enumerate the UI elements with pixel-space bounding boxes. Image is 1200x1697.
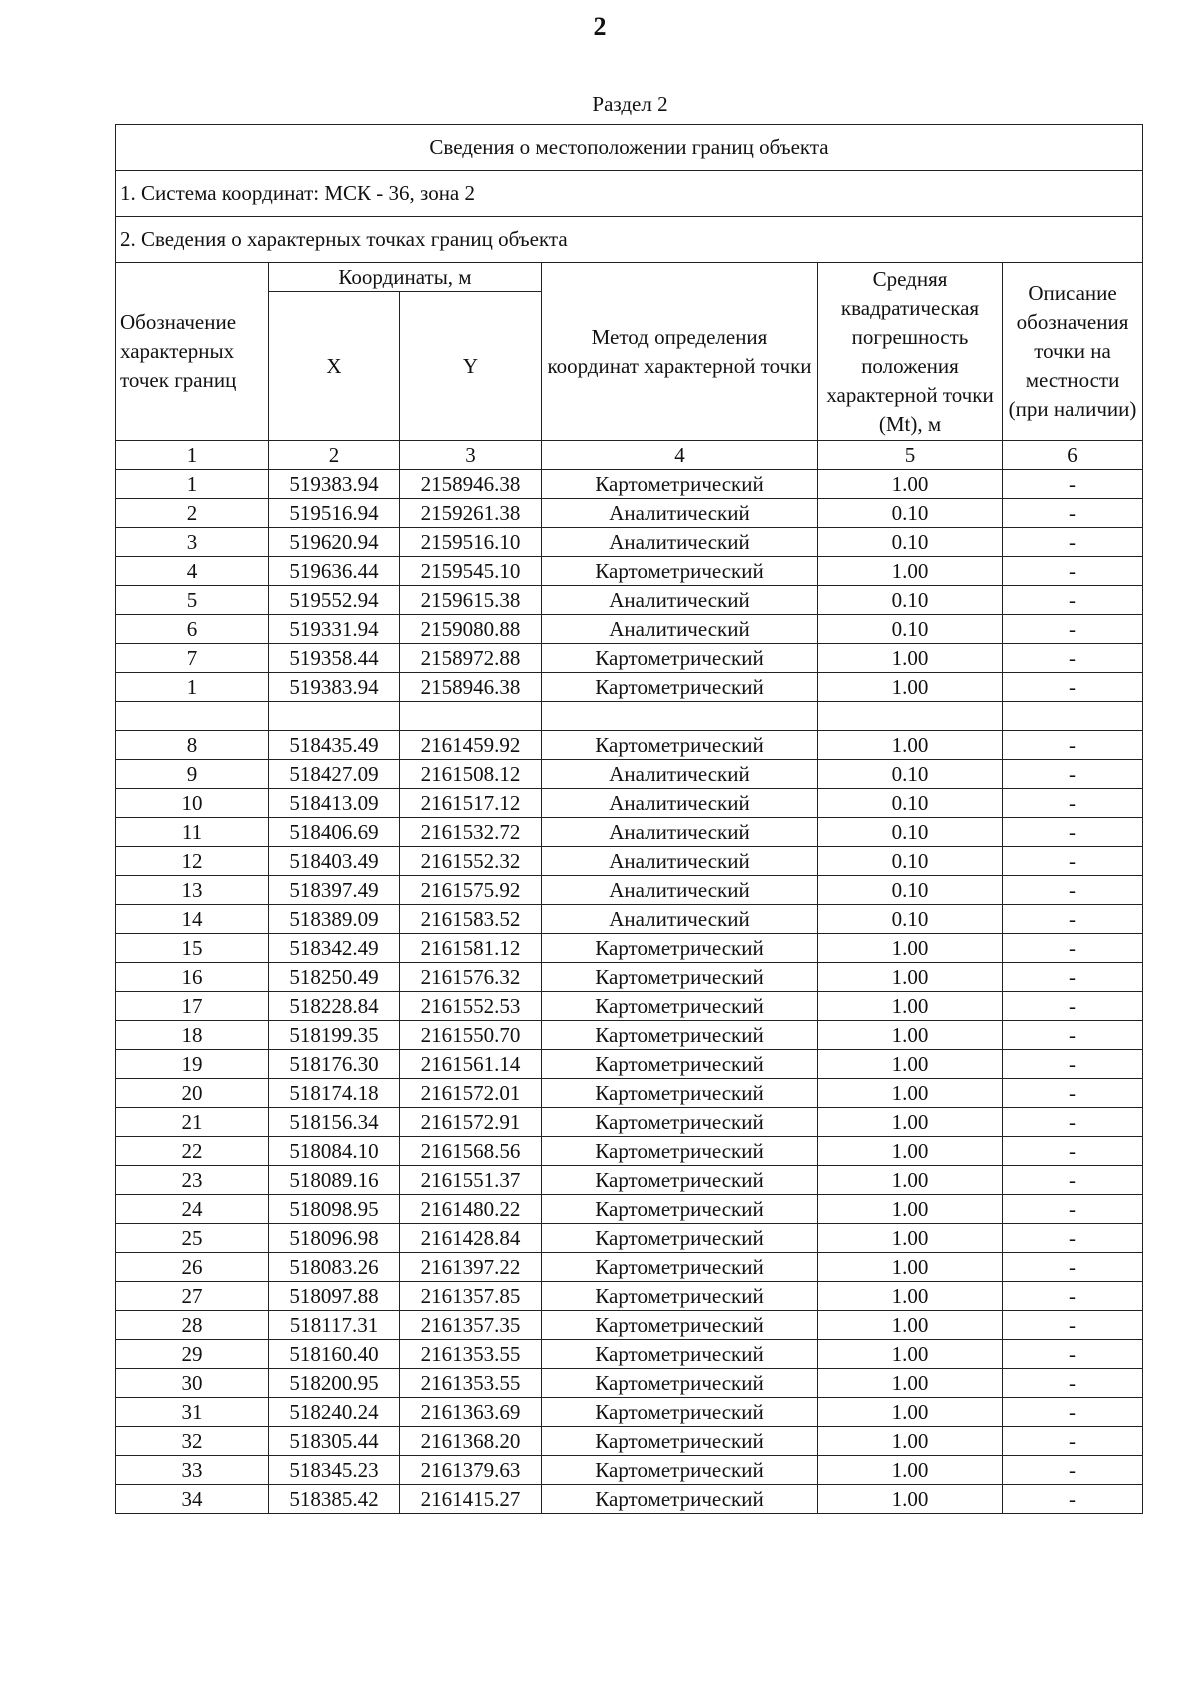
- method-cell: Картометрический: [542, 1369, 818, 1398]
- table-row: [116, 557, 1143, 586]
- point-number-cell: 12: [116, 847, 269, 876]
- x-coordinate-cell: 518435.49: [269, 731, 400, 760]
- accuracy-cell: 0.10: [818, 847, 1003, 876]
- x-coordinate-cell: 518174.18: [269, 1079, 400, 1108]
- x-coordinate-cell: 518397.49: [269, 876, 400, 905]
- table-row: [116, 615, 1143, 644]
- method-cell: Аналитический: [542, 789, 818, 818]
- table-row: [116, 760, 1143, 789]
- method-cell: Аналитический: [542, 586, 818, 615]
- description-cell: -: [1003, 1369, 1143, 1398]
- x-coordinate-cell: 518096.98: [269, 1224, 400, 1253]
- x-coordinate-cell: 518228.84: [269, 992, 400, 1021]
- method-cell: Картометрический: [542, 992, 818, 1021]
- table-row: [116, 992, 1143, 1021]
- accuracy-cell: 1.00: [818, 1398, 1003, 1427]
- y-coordinate-cell: 2161508.12: [400, 760, 542, 789]
- description-cell: -: [1003, 1108, 1143, 1137]
- x-coordinate-cell: 518160.40: [269, 1340, 400, 1369]
- point-number-cell: 15: [116, 934, 269, 963]
- header-coordinates: Координаты, м: [269, 263, 542, 292]
- description-cell: -: [1003, 876, 1143, 905]
- point-number-cell: 9: [116, 760, 269, 789]
- method-cell: Картометрический: [542, 1224, 818, 1253]
- point-number-cell: 3: [116, 528, 269, 557]
- header-y: Y: [400, 292, 542, 441]
- method-cell: Аналитический: [542, 615, 818, 644]
- description-cell: -: [1003, 847, 1143, 876]
- point-number-cell: 26: [116, 1253, 269, 1282]
- accuracy-cell: 1.00: [818, 1456, 1003, 1485]
- table-row: [116, 1137, 1143, 1166]
- accuracy-cell: 1.00: [818, 731, 1003, 760]
- table-row: [116, 528, 1143, 557]
- description-cell: [1003, 702, 1143, 731]
- y-coordinate-cell: 2161357.85: [400, 1282, 542, 1311]
- description-cell: -: [1003, 1195, 1143, 1224]
- x-coordinate-cell: 518403.49: [269, 847, 400, 876]
- table-row: [116, 1456, 1143, 1485]
- description-cell: -: [1003, 1137, 1143, 1166]
- x-coordinate-cell: 518156.34: [269, 1108, 400, 1137]
- x-coordinate-cell: 518342.49: [269, 934, 400, 963]
- point-number-cell: 20: [116, 1079, 269, 1108]
- description-cell: -: [1003, 673, 1143, 702]
- description-cell: -: [1003, 1050, 1143, 1079]
- accuracy-cell: 1.00: [818, 1253, 1003, 1282]
- accuracy-cell: 1.00: [818, 1021, 1003, 1050]
- table-row: [116, 499, 1143, 528]
- method-cell: Картометрический: [542, 673, 818, 702]
- accuracy-cell: 0.10: [818, 905, 1003, 934]
- point-number-cell: 23: [116, 1166, 269, 1195]
- description-cell: -: [1003, 818, 1143, 847]
- accuracy-cell: 1.00: [818, 1427, 1003, 1456]
- method-cell: Картометрический: [542, 1282, 818, 1311]
- y-coordinate-cell: 2161561.14: [400, 1050, 542, 1079]
- method-cell: Картометрический: [542, 1253, 818, 1282]
- method-cell: Картометрический: [542, 1456, 818, 1485]
- y-coordinate-cell: 2161428.84: [400, 1224, 542, 1253]
- y-coordinate-cell: 2161517.12: [400, 789, 542, 818]
- accuracy-cell: 1.00: [818, 1166, 1003, 1195]
- table-row: [116, 1195, 1143, 1224]
- table-row: [116, 1427, 1143, 1456]
- y-coordinate-cell: 2158972.88: [400, 644, 542, 673]
- accuracy-cell: 1.00: [818, 1224, 1003, 1253]
- table-row: [116, 1398, 1143, 1427]
- accuracy-cell: 1.00: [818, 1195, 1003, 1224]
- y-coordinate-cell: 2161583.52: [400, 905, 542, 934]
- description-cell: -: [1003, 1485, 1143, 1514]
- accuracy-cell: [818, 702, 1003, 731]
- x-coordinate-cell: 518199.35: [269, 1021, 400, 1050]
- description-cell: -: [1003, 1224, 1143, 1253]
- y-coordinate-cell: 2161363.69: [400, 1398, 542, 1427]
- accuracy-cell: 1.00: [818, 1108, 1003, 1137]
- x-coordinate-cell: 518084.10: [269, 1137, 400, 1166]
- y-coordinate-cell: 2161572.01: [400, 1079, 542, 1108]
- x-coordinate-cell: 518097.88: [269, 1282, 400, 1311]
- method-cell: Аналитический: [542, 499, 818, 528]
- table-row: [116, 1369, 1143, 1398]
- points-heading: 2. Сведения о характерных точках границ объекта: [116, 217, 1143, 263]
- point-number-cell: 8: [116, 731, 269, 760]
- point-number-cell: 29: [116, 1340, 269, 1369]
- description-cell: -: [1003, 586, 1143, 615]
- point-number-cell: 16: [116, 963, 269, 992]
- x-coordinate-cell: 518413.09: [269, 789, 400, 818]
- accuracy-cell: 1.00: [818, 470, 1003, 499]
- point-number-cell: 1: [116, 673, 269, 702]
- accuracy-cell: 0.10: [818, 789, 1003, 818]
- header-accuracy: Средняя квадратическая погрешность положения характерной точки (Mt), м: [818, 263, 1003, 441]
- x-coordinate-cell: 518089.16: [269, 1166, 400, 1195]
- accuracy-cell: 0.10: [818, 586, 1003, 615]
- description-cell: -: [1003, 789, 1143, 818]
- point-number-cell: 13: [116, 876, 269, 905]
- table-row: [116, 1340, 1143, 1369]
- accuracy-cell: 1.00: [818, 963, 1003, 992]
- table-row: [116, 1311, 1143, 1340]
- description-cell: -: [1003, 1427, 1143, 1456]
- x-coordinate-cell: 518406.69: [269, 818, 400, 847]
- description-cell: -: [1003, 1021, 1143, 1050]
- y-coordinate-cell: 2159615.38: [400, 586, 542, 615]
- table-row: [116, 673, 1143, 702]
- x-coordinate-cell: 518389.09: [269, 905, 400, 934]
- y-coordinate-cell: 2159261.38: [400, 499, 542, 528]
- table-row: [116, 847, 1143, 876]
- point-number-cell: 24: [116, 1195, 269, 1224]
- description-cell: -: [1003, 1079, 1143, 1108]
- y-coordinate-cell: 2161397.22: [400, 1253, 542, 1282]
- x-coordinate-cell: 519620.94: [269, 528, 400, 557]
- description-cell: -: [1003, 470, 1143, 499]
- column-number: 1: [116, 441, 269, 470]
- table-row: [116, 1282, 1143, 1311]
- point-number-cell: 28: [116, 1311, 269, 1340]
- table-row: [116, 586, 1143, 615]
- point-number-cell: 6: [116, 615, 269, 644]
- description-cell: -: [1003, 1398, 1143, 1427]
- point-number-cell: 19: [116, 1050, 269, 1079]
- method-cell: Аналитический: [542, 905, 818, 934]
- point-number-cell: 22: [116, 1137, 269, 1166]
- accuracy-cell: 1.00: [818, 1282, 1003, 1311]
- method-cell: Картометрический: [542, 557, 818, 586]
- point-number-cell: 21: [116, 1108, 269, 1137]
- table-title: Сведения о местоположении границ объекта: [116, 125, 1143, 171]
- method-cell: Картометрический: [542, 963, 818, 992]
- point-number-cell: 33: [116, 1456, 269, 1485]
- description-cell: -: [1003, 963, 1143, 992]
- accuracy-cell: 0.10: [818, 528, 1003, 557]
- accuracy-cell: 1.00: [818, 1050, 1003, 1079]
- point-number-cell: 30: [116, 1369, 269, 1398]
- description-cell: -: [1003, 528, 1143, 557]
- point-number-cell: 1: [116, 470, 269, 499]
- x-coordinate-cell: 518250.49: [269, 963, 400, 992]
- column-number-row: [116, 441, 1143, 470]
- point-number-cell: 18: [116, 1021, 269, 1050]
- method-cell: Картометрический: [542, 1427, 818, 1456]
- description-cell: -: [1003, 1166, 1143, 1195]
- table-row: [116, 1224, 1143, 1253]
- accuracy-cell: 1.00: [818, 557, 1003, 586]
- column-number: 5: [818, 441, 1003, 470]
- description-cell: -: [1003, 615, 1143, 644]
- accuracy-cell: 0.10: [818, 499, 1003, 528]
- header-description: Описание обозначения точки на местности (при наличии): [1003, 263, 1143, 441]
- description-cell: -: [1003, 731, 1143, 760]
- x-coordinate-cell: 518305.44: [269, 1427, 400, 1456]
- column-number: 4: [542, 441, 818, 470]
- method-cell: Картометрический: [542, 1079, 818, 1108]
- table-row: [116, 702, 1143, 731]
- x-coordinate-cell: 518117.31: [269, 1311, 400, 1340]
- y-coordinate-cell: 2161552.53: [400, 992, 542, 1021]
- description-cell: -: [1003, 1340, 1143, 1369]
- method-cell: Картометрический: [542, 1166, 818, 1195]
- point-number-cell: 14: [116, 905, 269, 934]
- x-coordinate-cell: 519552.94: [269, 586, 400, 615]
- method-cell: Аналитический: [542, 847, 818, 876]
- method-cell: Аналитический: [542, 760, 818, 789]
- x-coordinate-cell: 518176.30: [269, 1050, 400, 1079]
- table-row: [116, 1253, 1143, 1282]
- table-row: [116, 1050, 1143, 1079]
- accuracy-cell: 1.00: [818, 992, 1003, 1021]
- y-coordinate-cell: 2161550.70: [400, 1021, 542, 1050]
- description-cell: -: [1003, 934, 1143, 963]
- x-coordinate-cell: 518385.42: [269, 1485, 400, 1514]
- point-number-cell: 7: [116, 644, 269, 673]
- point-number-cell: 27: [116, 1282, 269, 1311]
- method-cell: Картометрический: [542, 1311, 818, 1340]
- x-coordinate-cell: 519636.44: [269, 557, 400, 586]
- y-coordinate-cell: 2161415.27: [400, 1485, 542, 1514]
- y-coordinate-cell: 2161572.91: [400, 1108, 542, 1137]
- y-coordinate-cell: 2161459.92: [400, 731, 542, 760]
- accuracy-cell: 1.00: [818, 1137, 1003, 1166]
- y-coordinate-cell: 2161368.20: [400, 1427, 542, 1456]
- x-coordinate-cell: 519331.94: [269, 615, 400, 644]
- method-cell: Картометрический: [542, 470, 818, 499]
- point-number-cell: 25: [116, 1224, 269, 1253]
- x-coordinate-cell: 519516.94: [269, 499, 400, 528]
- description-cell: -: [1003, 992, 1143, 1021]
- description-cell: -: [1003, 1311, 1143, 1340]
- point-number-cell: 4: [116, 557, 269, 586]
- column-number: 3: [400, 441, 542, 470]
- y-coordinate-cell: 2161551.37: [400, 1166, 542, 1195]
- method-cell: Картометрический: [542, 1108, 818, 1137]
- accuracy-cell: 1.00: [818, 1079, 1003, 1108]
- coordinate-system: 1. Система координат: МСК - 36, зона 2: [116, 171, 1143, 217]
- method-cell: Аналитический: [542, 876, 818, 905]
- point-number-cell: 31: [116, 1398, 269, 1427]
- y-coordinate-cell: 2161581.12: [400, 934, 542, 963]
- point-number-cell: 32: [116, 1427, 269, 1456]
- accuracy-cell: 0.10: [818, 760, 1003, 789]
- y-coordinate-cell: 2161357.35: [400, 1311, 542, 1340]
- accuracy-cell: 1.00: [818, 1369, 1003, 1398]
- method-cell: Картометрический: [542, 644, 818, 673]
- header-x: X: [269, 292, 400, 441]
- accuracy-cell: 0.10: [818, 818, 1003, 847]
- description-cell: -: [1003, 1282, 1143, 1311]
- method-cell: Аналитический: [542, 818, 818, 847]
- point-number-cell: 17: [116, 992, 269, 1021]
- y-coordinate-cell: 2161480.22: [400, 1195, 542, 1224]
- description-cell: -: [1003, 1456, 1143, 1485]
- table-row: [116, 963, 1143, 992]
- description-cell: -: [1003, 644, 1143, 673]
- x-coordinate-cell: 518083.26: [269, 1253, 400, 1282]
- y-coordinate-cell: 2158946.38: [400, 470, 542, 499]
- accuracy-cell: 1.00: [818, 1485, 1003, 1514]
- point-number-cell: 34: [116, 1485, 269, 1514]
- y-coordinate-cell: 2161353.55: [400, 1369, 542, 1398]
- header-designation: Обозначение характерных точек границ: [116, 263, 269, 441]
- point-number-cell: 5: [116, 586, 269, 615]
- y-coordinate-cell: 2159080.88: [400, 615, 542, 644]
- header-method: Метод определения координат характерной точки: [542, 263, 818, 441]
- method-cell: Картометрический: [542, 1340, 818, 1369]
- y-coordinate-cell: 2161532.72: [400, 818, 542, 847]
- y-coordinate-cell: 2159545.10: [400, 557, 542, 586]
- column-number: 6: [1003, 441, 1143, 470]
- point-number-cell: 11: [116, 818, 269, 847]
- accuracy-cell: 1.00: [818, 673, 1003, 702]
- accuracy-cell: 1.00: [818, 1311, 1003, 1340]
- accuracy-cell: 1.00: [818, 1340, 1003, 1369]
- method-cell: Аналитический: [542, 528, 818, 557]
- x-coordinate-cell: 518240.24: [269, 1398, 400, 1427]
- page-number: 2: [593, 12, 607, 41]
- x-coordinate-cell: [269, 702, 400, 731]
- x-coordinate-cell: 518098.95: [269, 1195, 400, 1224]
- y-coordinate-cell: 2161552.32: [400, 847, 542, 876]
- y-coordinate-cell: 2161576.32: [400, 963, 542, 992]
- method-cell: Картометрический: [542, 934, 818, 963]
- method-cell: Картометрический: [542, 1137, 818, 1166]
- table-row: [116, 789, 1143, 818]
- table-row: [116, 644, 1143, 673]
- table-row: [116, 731, 1143, 760]
- table-row: [116, 905, 1143, 934]
- table-row: [116, 818, 1143, 847]
- y-coordinate-cell: 2161568.56: [400, 1137, 542, 1166]
- y-coordinate-cell: 2161379.63: [400, 1456, 542, 1485]
- x-coordinate-cell: 518345.23: [269, 1456, 400, 1485]
- method-cell: [542, 702, 818, 731]
- y-coordinate-cell: 2159516.10: [400, 528, 542, 557]
- x-coordinate-cell: 519358.44: [269, 644, 400, 673]
- method-cell: Картометрический: [542, 1195, 818, 1224]
- accuracy-cell: 0.10: [818, 876, 1003, 905]
- y-coordinate-cell: 2161575.92: [400, 876, 542, 905]
- table-row: [116, 1079, 1143, 1108]
- table-row: [116, 1021, 1143, 1050]
- description-cell: -: [1003, 760, 1143, 789]
- description-cell: -: [1003, 557, 1143, 586]
- method-cell: Картометрический: [542, 731, 818, 760]
- x-coordinate-cell: 518427.09: [269, 760, 400, 789]
- method-cell: Картометрический: [542, 1050, 818, 1079]
- method-cell: Картометрический: [542, 1485, 818, 1514]
- y-coordinate-cell: 2158946.38: [400, 673, 542, 702]
- point-number-cell: 2: [116, 499, 269, 528]
- point-number-cell: 10: [116, 789, 269, 818]
- x-coordinate-cell: 519383.94: [269, 470, 400, 499]
- table-row: [116, 1485, 1143, 1514]
- accuracy-cell: 0.10: [818, 615, 1003, 644]
- point-number-cell: [116, 702, 269, 731]
- x-coordinate-cell: 519383.94: [269, 673, 400, 702]
- x-coordinate-cell: 518200.95: [269, 1369, 400, 1398]
- table-row: [116, 1108, 1143, 1137]
- y-coordinate-cell: 2161353.55: [400, 1340, 542, 1369]
- column-number: 2: [269, 441, 400, 470]
- description-cell: -: [1003, 905, 1143, 934]
- accuracy-cell: 1.00: [818, 934, 1003, 963]
- table-row: [116, 876, 1143, 905]
- section-label: Раздел 2: [592, 92, 668, 116]
- accuracy-cell: 1.00: [818, 644, 1003, 673]
- method-cell: Картометрический: [542, 1021, 818, 1050]
- method-cell: Картометрический: [542, 1398, 818, 1427]
- table-row: [116, 934, 1143, 963]
- description-cell: -: [1003, 499, 1143, 528]
- table-row: [116, 1166, 1143, 1195]
- y-coordinate-cell: [400, 702, 542, 731]
- boundary-points-table: [115, 124, 1143, 1514]
- table-row: [116, 470, 1143, 499]
- description-cell: -: [1003, 1253, 1143, 1282]
